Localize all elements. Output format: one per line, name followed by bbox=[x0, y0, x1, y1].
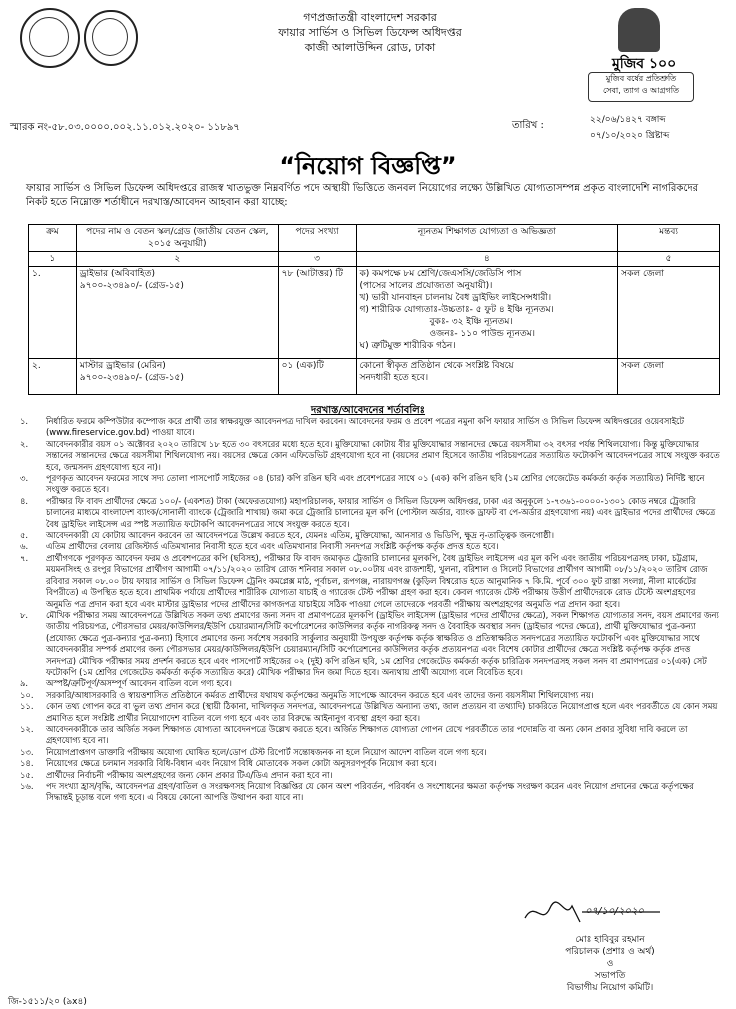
signatory-and: ও bbox=[606, 959, 614, 969]
col-number: ৪ bbox=[356, 252, 618, 267]
qual-line: বুকঃ- ৩২ ইঞ্চি ন্যূনতম। bbox=[429, 317, 513, 327]
signatory-block bbox=[530, 934, 690, 994]
item-number: ১১. bbox=[20, 701, 34, 712]
item-number: ৭. bbox=[20, 552, 29, 563]
row-post bbox=[76, 359, 278, 395]
table-row bbox=[29, 359, 720, 395]
conditions-title: দরখাস্ত/আবেদনের শর্তাবলিঃ bbox=[310, 405, 426, 416]
list-item bbox=[20, 416, 720, 439]
motto-line1: মুজিব বর্ষের প্রতিশ্রুতি bbox=[605, 74, 677, 83]
header bbox=[180, 10, 560, 55]
item-text: পূরণকৃত আবেদন ফরমের সাথে সদ্য তোলা পাসপোর্ট সাইজের ০৪ (চার) কপি রঙিন ছবি এবং প্রবেশপত্রের সাথে ০১ (এক) কপি রঙিন ছবি (১ম শ্রেণির গেজেটেড কর্মকর্তা কর্তৃক সত্যায়িত) নির্দিষ্ট স্থানে সংযুক্ত করতে হবে। bbox=[46, 473, 705, 495]
item-text: এতিম প্রার্থীদের বেলায় রেজিস্টার্ড এতিমখানার নিবাসী হতে হবে এবং এতিমখানার নিবাসী সনদপত্র সংশ্লিষ্ট কর্তৃপক্ষ কর্তৃক প্রদত্ত হতে হবে। bbox=[46, 541, 499, 552]
list-item bbox=[20, 473, 720, 496]
mujib-100-logo: মুজিব ১০০ bbox=[612, 56, 677, 72]
table-row bbox=[29, 267, 720, 359]
item-text: কোন তথ্য গোপন করে বা ভুল তথ্য প্রদান করে (স্থায়ী ঠিকানা, দাখিলকৃত সনদপত্র, আবেদনপত্রে উল্লিখিত অন্যান্য তথ্য, জাল প্রত্যয়ন বা তথ্যাদি) চাকরিতে নিয়োগপ্রাপ্ত হলে এবং পরবর্তীতে যে কোন সময় প্রমাণিত হলে সংশ্লিষ্ট প্রার্থীর নিয়োগাদেশ বাতিল বলে গণ্য হবে এবং তার বিরুদ্ধে আইনানুগ ব্যবস্থা গ্রহণ করা হবে। bbox=[46, 701, 718, 723]
item-text: পরীক্ষার ফি বাবদ প্রার্থীদের ক্ষেত্রে ১০০/- (একশত) টাকা (অফেরতযোগ্য) মহাপরিচালক, ফায়ার সার্ভিস ও সিভিল ডিফেন্স অধিদপ্তর, ঢাকা এর অনুকূলে ১-৭৩৬১-০০০০-১৩০১ কোড নম্বরে ট্রেজারি চালানের মাধ্যমে বাংলাদেশ ব্যাংক/সোনালী ব্যাংকে (ট্রেজারি শাখায়) জমা করে ট্রেজারি চালানের মূল কপি (পোস্টাল অর্ডার, ব্যাংক ড্রাফট বা পে-অর্ডার গ্রহণযোগ্য নয়) এবং ড্রাইভার পদের প্রার্থীদের ক্ষেত্রে বৈধ ড্রাইভিং লাইসেন্স এর স্পষ্ট সত্যায়িত ফটোকপি আবেদনপত্রের সাথে সংযুক্ত করতে হবে। bbox=[46, 495, 716, 529]
list-item bbox=[20, 530, 720, 541]
item-text: আবেদনকারী যে কোটায় আবেদন করবেন তা আবেদনপত্রে উল্লেখ করতে হবে, যেমনঃ এতিম, মুক্তিযোদ্ধা, আনসার ও ভিডিপি, ক্ষুদ্র নৃ-তাত্ত্বিক জনগোষ্ঠী। bbox=[46, 530, 554, 541]
row-qualification bbox=[356, 267, 618, 359]
item-number: ২. bbox=[20, 438, 29, 449]
header-line2: ফায়ার সার্ভিস ও সিভিল ডিফেন্স অধিদপ্তর bbox=[278, 26, 462, 39]
item-number: ৩. bbox=[20, 473, 29, 484]
item-number: ১৫. bbox=[20, 769, 34, 780]
page-title: “নিয়োগ বিজ্ঞপ্তি” bbox=[279, 152, 457, 180]
emblem-seal-icon bbox=[20, 8, 80, 68]
date-english: ০৭/১০/২০২০ খ্রিষ্টাব্দ bbox=[590, 131, 670, 141]
qual-line: (পাসের সালের প্রযোজ্যতা অনুযায়ী)। bbox=[359, 281, 493, 291]
item-text: প্রার্থীদের নির্বাচনী পরীক্ষায় অংশগ্রহণের জন্য কোন প্রকার টিএ/ডিএ প্রদান করা হবে না। bbox=[46, 769, 333, 780]
qual-line: কোনো স্বীকৃত প্রতিষ্ঠান থেকে সংশ্লিষ্ট বিষয়ে bbox=[359, 361, 514, 371]
fire-service-seal-icon bbox=[84, 10, 138, 66]
list-item bbox=[20, 678, 720, 689]
item-text: পদ সংখ্যা হ্রাস/বৃদ্ধি, আবেদনপত্র গ্রহণ/বাতিল ও সংরক্ষণসহ নিয়োগ বিজ্ঞপ্তির যে কোন অংশ পরিবর্তন, পরিবর্ধন ও সংশোধনের ক্ষমতা কর্তৃপক্ষ সংরক্ষণ করেন এবং নিয়োগ প্রদানের ক্ষেত্রে কর্তৃপক্ষের সিদ্ধান্তই চূড়ান্ত বলে গণ্য হবে। এ বিষয়ে কোনো আপত্তি উত্থাপন করা যাবে না। bbox=[46, 781, 694, 803]
pay-scale: ৯৭০০-২৩৪৯০/- (গ্রেড-১৫) bbox=[79, 373, 184, 383]
motto-box bbox=[588, 72, 694, 102]
item-number: ১. bbox=[20, 416, 29, 426]
portrait-icon bbox=[618, 8, 660, 52]
row-serial: ২. bbox=[29, 359, 77, 395]
list-item bbox=[20, 690, 720, 701]
date-label: তারিখ : bbox=[512, 120, 544, 131]
row-count: ০১ (এক)টি bbox=[278, 359, 356, 395]
col-number: ৫ bbox=[618, 252, 720, 267]
item-text: অস্পষ্ট/ত্রুটিপূর্ণ/অসম্পূর্ণ আবেদন বাতিল বলে গণ্য হবে। bbox=[46, 678, 232, 689]
item-number: ১২. bbox=[20, 723, 34, 734]
qual-line: সনদধারী হতে হবে। bbox=[359, 373, 429, 383]
item-text: নিয়োগের ক্ষেত্রে চলমান সরকারি বিধি-বিধান এবং নিয়োগ বিধি মোতাবেক সকল কোটা অনুসরণপূর্বক নিয়োগ করা হবে। bbox=[46, 758, 437, 769]
row-remarks: সকল জেলা bbox=[618, 359, 720, 395]
col-header-qualification: ন্যূনতম শিক্ষাগত যোগ্যতা ও অভিজ্ঞতা bbox=[356, 225, 618, 252]
list-item bbox=[20, 770, 720, 781]
col-number: ২ bbox=[76, 252, 278, 267]
qual-line: ঘ) ত্রুটিমুক্ত শারীরিক গঠন। bbox=[359, 341, 456, 351]
item-number: ১৩. bbox=[20, 746, 34, 757]
col-header-count: পদের সংখ্যা bbox=[278, 225, 356, 252]
conditions-list bbox=[20, 416, 720, 804]
col-number: ৩ bbox=[278, 252, 356, 267]
qual-line: ক) কমপক্ষে ৮ম শ্রেণি/জেএসসি/জেডিসি পাস bbox=[359, 269, 522, 279]
item-text: আবেদনকারীকে তার অর্জিত সকল শিক্ষাগত যোগ্যতা আবেদনপত্রে উল্লেখ করতে হবে। অর্জিত শিক্ষাগত যোগ্যতা গোপন রেখে পরবর্তীতে তার পদোন্নতি বা অন্য কোন প্রকার সুবিধা দাবি করলে তা গ্রহণযোগ্য হবে না। bbox=[46, 723, 688, 746]
pay-scale: ৯৭০০-২৩৪৯০/- (গ্রেড-১৫) bbox=[79, 281, 184, 291]
item-number: ৮. bbox=[20, 609, 29, 620]
list-item bbox=[20, 781, 720, 804]
row-remarks: সকল জেলা bbox=[618, 267, 720, 359]
signatory-committee: বিভাগীয় নিয়োগ কমিটি। bbox=[566, 983, 654, 993]
item-number: ১৪. bbox=[20, 758, 34, 769]
row-count: ৭৮ (আটাত্তর) টি bbox=[278, 267, 356, 359]
job-table bbox=[28, 224, 720, 395]
col-number: ১ bbox=[29, 252, 77, 267]
list-item bbox=[20, 553, 720, 610]
motto-line2: সেবা, ত্যাগ ও আগ্রগতি bbox=[602, 86, 680, 95]
item-number: ৯. bbox=[20, 678, 29, 689]
table-number-row bbox=[29, 252, 720, 267]
signatory-role: সভাপতি bbox=[594, 971, 626, 981]
row-post bbox=[76, 267, 278, 359]
col-header-serial: ক্রম bbox=[29, 225, 77, 252]
item-number: ৪. bbox=[20, 495, 29, 506]
col-header-post: পদের নাম ও বেতন স্কল/গ্রেড (জাতীয় বেতন স্কেল, ২০১৫ অনুযায়ী) bbox=[76, 225, 278, 252]
list-item bbox=[20, 758, 720, 769]
qual-line: গ) শারীরিক যোগ্যতাঃ-উচ্চতাঃ- ৫ ফুট ৪ ইঞ্চি ন্যূনতম। bbox=[359, 305, 554, 315]
date-bangla: ২২/০৬/১৪২৭ বঙ্গাব্দ bbox=[590, 115, 666, 125]
row-qualification bbox=[356, 359, 618, 395]
qual-line: খ) ভারী যানবাহন চালনায় বৈধ ড্রাইভিং লাইসেন্সধারী। bbox=[359, 293, 552, 303]
item-number: ৫. bbox=[20, 530, 29, 541]
table-header-row bbox=[29, 225, 720, 252]
list-item bbox=[20, 724, 720, 747]
item-text: নির্ধারিত ফরমে কম্পিউটার কম্পোজ করে প্রার্থী তার স্বাক্ষরযুক্ত আবেদনপত্র দাখিল করবেন। আবেদনের ফরম ও প্রবেশ পত্রের নমুনা কপি ফায়ার সার্ভিস ও সিভিল ডিফেন্স অধিদপ্তরের ওয়েবসাইটে (www.fireservice.gov.bd) পাওয়া যাবে। bbox=[46, 416, 684, 438]
item-number: ৬. bbox=[20, 541, 29, 552]
item-text: মৌখিক পরীক্ষার সময় আবেদনপত্রে উল্লিখিত সকল তথ্য প্রমাণের জন্য সনদ বা প্রমাণপত্রের মূলকপি (ড্রাইভিং লাইসেন্স (ড্রাইভার পদের প্রার্থীদের ক্ষেত্রে), সকল শিক্ষাগত যোগ্যতার সনদ, বয়স প্রমাণের জন্য জাতীয় পরিচয়পত্র, পৌরসভার মেয়র/কাউন্সিলর/ইউপি চেয়ারম্যান/সিটি কর্পোরেশনের কাউন্সিলর কর্তৃক নাগরিকত্ব সনদ ও বৈবাহিক অবস্থার সনদ (ড্রাইভার পদের ক্ষেত্রে), প্রার্থী মুক্তিযোদ্ধার পুত্র-কন্যা (প্রযোজ্য ক্ষেত্রে পুত্র-কন্যার পুত্র-কন্যা) হিসাবে প্রমাণের জন্য সর্বশেষ সরকারি সার্কুলার অনুযায়ী উপযুক্ত কর্তৃপক্ষ কর্তৃক স্বাক্ষরিত ও প্রতিস্বাক্ষরিত সনদপত্রের সত্যায়িত ফটোকপি এবং মুক্তিযোদ্ধার সাথে আবেদনকারীর সম্পর্ক প্রমাণের জন্য পৌরসভার মেয়র/কাউন্সিলর/ইউপি চেয়ারম্যান/সিটি কর্পোরেশনের কাউন্সিলর কর্তৃক প্রত্যয়নপত্র এবং বিশেষ কোটার প্রার্থীদের ক্ষেত্রে সংশ্লিষ্ট কর্তৃপক্ষ কর্তৃক প্রদত্ত সনদপত্র) মৌখিক পরীক্ষার সময় প্রদর্শন করতে হবে এবং পাসপোর্ট সাইজের ০২ (দুই) কপি রঙিন ছবি, ১ম শ্রেণির গেজেটেড কর্মকর্তা কর্তৃক চারিত্রিক সনদপত্রসহ সকল সনদ বা প্রমাণপত্রের ০১(এক) সেট ফটোকপি (১ম শ্রেণির গেজেটেড কর্মকর্তা কর্তৃক সত্যায়িত করে) মৌখিক পরীক্ষার দিন জমা দিতে হবে। অন্যথায় প্রার্থী অযোগ্য বলে বিবেচিত হবে। bbox=[46, 609, 719, 677]
signatory-name: মোঃ হাবিবুর রহমান bbox=[575, 935, 645, 945]
list-item bbox=[20, 610, 720, 678]
memo-number: স্মারক নং-৫৮.০৩.০০০০.০০২.১১.০১২.২০২০- ১১৮৯৭ bbox=[10, 122, 240, 133]
list-item bbox=[20, 496, 720, 530]
signature-date: ০৭/১০/২০২০ bbox=[585, 906, 644, 917]
list-item bbox=[20, 747, 720, 758]
intro-paragraph: ফায়ার সার্ভিস ও সিভিল ডিফেন্স অধিদপ্তরে রাজস্ব খাতভুক্ত নিম্নবর্ণিত পদে অস্থায়ী ভিত্তিতে জনবল নিয়োগের লক্ষ্যে উল্লিখিত যোগ্যতাসম্পন্ন প্রকৃত বাংলাদেশি নাগরিকদের নিকট হতে নিম্নোক্ত শর্তাধীনে দরখাস্ত/আবেদন আহবান করা যাচ্ছে: bbox=[26, 183, 699, 208]
item-number: ১০. bbox=[20, 689, 34, 700]
item-text: নিয়োগপ্রাপ্তগণ ডাক্তারি পরীক্ষায় অযোগ্য ঘোষিত হলে/ডোপ টেস্ট রিপোর্ট সন্তোষজনক না হলে নিয়োগ আদেশ বাতিল বলে গণ্য হবে। bbox=[46, 746, 487, 757]
post-name: মাস্টার ড্রাইভার (মেরিন) bbox=[79, 361, 166, 371]
list-item bbox=[20, 541, 720, 552]
signatory-designation: পরিচালক (প্রশাঃ ও অর্থ) bbox=[565, 947, 655, 957]
item-text: প্রার্থীগণকে পূরণকৃত আবেদন ফরম ও প্রবেশপত্রের কপি (ছবিসহ), পরীক্ষার ফি বাবদ জমাকৃত ট্রেজারি চালানের মূলকপি, বৈধ ড্রাইভিং লাইসেন্স এর মূল কপি এবং জাতীয় পরিচয়পত্রসহ ঢাকা, চট্টগ্রাম, ময়মনসিংহ ও রংপুর বিভাগের প্রার্থীগণ আগামী ০৭/১১/২০২০ তারিখ রোজ শনিবার সকাল ০৮.০০টায় এবং রাজশাহী, খুলনা, বরিশাল ও সিলেট বিভাগের প্রার্থীগণ আগামী ০৮/১১/২০২০ তারিখ রোজ রবিবার সকাল ০৮.০০ টায় ফায়ার সার্ভিস ও সিভিল ডিফেন্স ট্রেনিং কমপ্লেক্স মাঠ, পূর্বাচল, রূপগঞ্জ, নারায়ণগঞ্জ (কুড়িল বিশ্বরোড হতে আনুমানিক ৭ কি.মি. পূর্বে ৩০০ ফুট রাস্তা সংলগ্ন, নীলা মার্কেটের বিপরীতে) এ উপস্থিত হতে হবে। প্রাথমিক পর্যায়ে প্রার্থীদের শারীরিক যোগ্যতা যাচাই ও গ্যারেজ টেস্ট পরীক্ষা গ্রহণ করা হবে। কেবল গ্যারেজ টেস্ট পরীক্ষায় উত্তীর্ণ প্রার্থীদেরকে রোড টেস্টে অংশগ্রহণের অনুমতি পত্র প্রদান করা হবে এবং মাস্টার ড্রাইভার পদের প্রার্থীদের কাগজপত্র যাচাইয়ে সঠিক পাওয়া গেলে তাদেরকে পরবর্তী পরীক্ষায় অংশগ্রহণের অনুমতি পত্র প্রদান করা হবে। bbox=[46, 552, 708, 609]
row-serial: ১. bbox=[29, 267, 77, 359]
mujib-logo bbox=[586, 8, 698, 102]
list-item bbox=[20, 439, 720, 473]
col-header-remarks: মন্তব্য bbox=[618, 225, 720, 252]
header-line3: কাজী আলাউদ্দিন রোড, ঢাকা bbox=[304, 41, 436, 54]
header-line1: গণপ্রজাতন্ত্রী বাংলাদেশ সরকার bbox=[303, 11, 437, 24]
item-number: ১৬. bbox=[20, 781, 34, 791]
qual-line: ওজনঃ- ১১০ পাউন্ড ন্যূনতম। bbox=[429, 329, 535, 339]
post-name: ড্রাইভার (অবিবাহিত) bbox=[79, 269, 156, 279]
item-text: আবেদনকারীর বয়স ০১ অক্টোবর ২০২০ তারিখে ১৮ হতে ৩০ বৎসরের মধ্যে হতে হবে। মুক্তিযোদ্ধা কোটায় বীর মুক্তিযোদ্ধার সন্তানদের ক্ষেত্রে বয়সসীমা ৩২ বৎসর পর্যন্ত শিথিলযোগ্য। কিন্তু মুক্তিযোদ্ধার সন্তানের সন্তানদের ক্ষেত্রে বয়সসীমা শিথিলযোগ্য নয়। বয়সের ক্ষেত্রে কোন এফিডেভিট গ্রহণযোগ্য হবে না (বয়সের প্রমাণ হিসেবে জাতীয় পরিচয়পত্রের সত্যায়িত ফটোকপি আবেদনপত্রের সাথে সংযুক্ত করতে হবে, জন্মসনদ গ্রহণযোগ্য হবে না)। bbox=[46, 438, 720, 472]
footer-code: জি-১৫১১/২০ (৯x৪) bbox=[8, 997, 87, 1007]
item-text: সরকারি/আধাসরকারি ও স্বায়ত্তশাসিত প্রতিষ্ঠানে কর্মরত প্রার্থীদের যথাযথ কর্তৃপক্ষের অনুমতি সাপেক্ষে আবেদন করতে হবে এবং তাদের জন্য বয়সসীমা শিথিলযোগ্য নয়। bbox=[46, 689, 594, 700]
list-item bbox=[20, 701, 720, 724]
